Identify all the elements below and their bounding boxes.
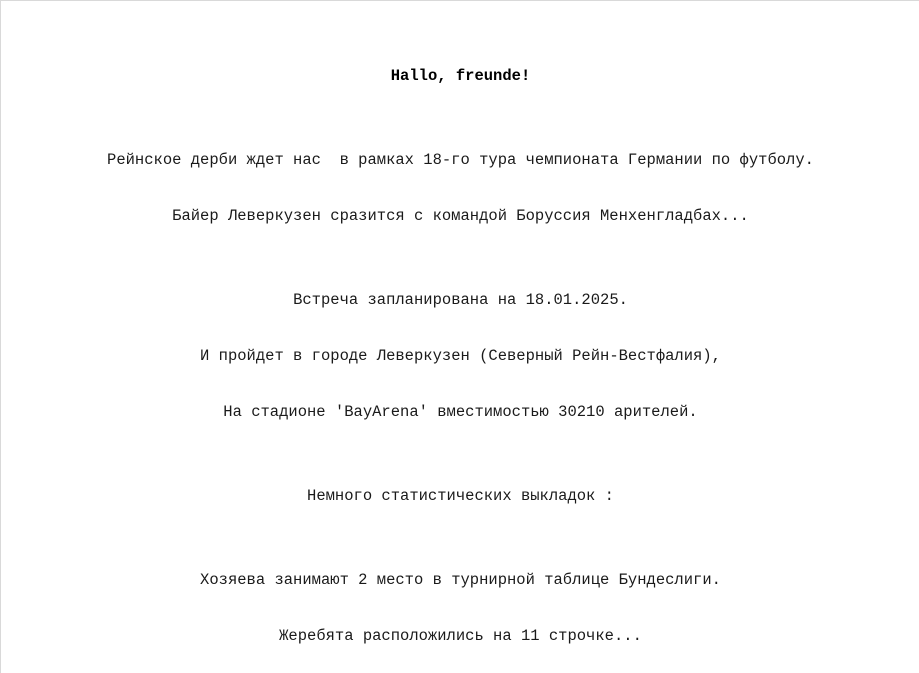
text-line-stadium: На стадионе 'BayArena' вместимостью 30210 арителей. — [223, 403, 698, 421]
text-line-derby: Рейнское дерби ждет нас в рамках 18-го тура чемпионата Германии по футболу. — [107, 151, 814, 169]
text-line-stats-heading: Немного статистических выкладок : — [307, 487, 614, 505]
text-line-guests-position: Жеребята расположились на 11 строчке... — [279, 627, 642, 645]
text-line-teams: Байер Леверкузен сразится с командой Боруссия Менхенгладбах... — [172, 207, 749, 225]
document-title: Hallo, freunde! — [390, 67, 531, 85]
text-line-date: Встреча запланирована на 18.01.2025. — [293, 291, 628, 309]
text-line-city: И пройдет в городе Леверкузен (Северный Рейн-Вестфалия), — [200, 347, 721, 365]
text-line-hosts-position: Хозяева занимают 2 место в турнирной таблице Бундеслиги. — [200, 571, 721, 589]
